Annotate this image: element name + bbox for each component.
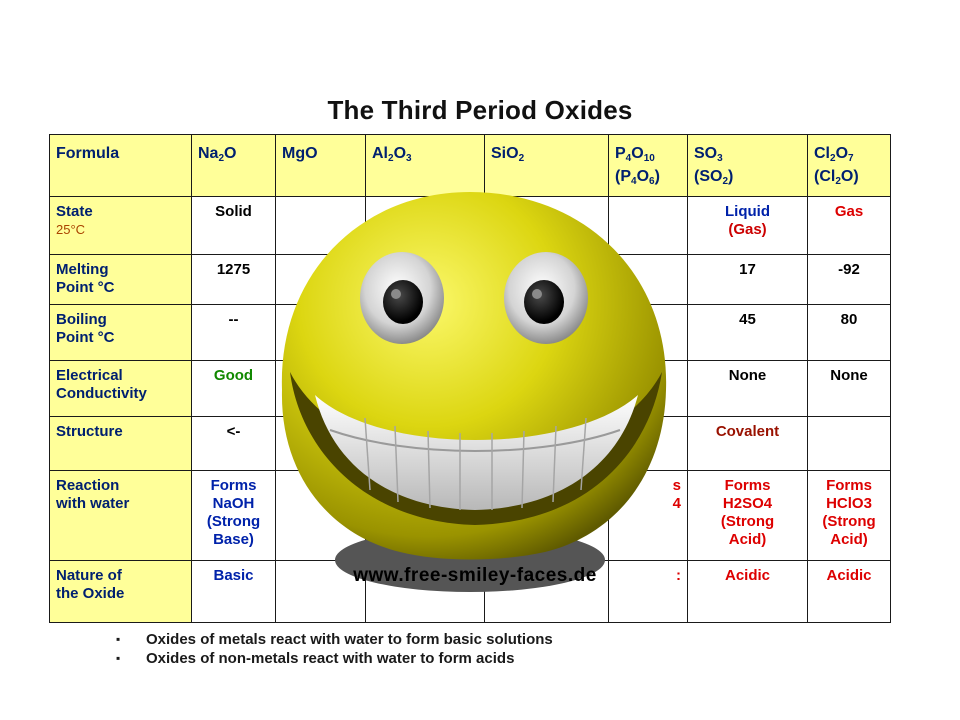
formula-subscript: 2 — [722, 176, 729, 187]
formula-text: O — [631, 145, 644, 162]
table-cell — [688, 417, 808, 471]
table-cell — [192, 305, 276, 361]
row-label-text: Melting — [56, 261, 109, 278]
table-cell — [808, 361, 891, 417]
cell-text: (Strong — [206, 513, 261, 530]
cell-text: Acid) — [728, 531, 767, 548]
formula-text: O — [835, 145, 849, 162]
row-label-text: Conductivity — [56, 385, 147, 402]
cell-text: Solid — [215, 203, 252, 220]
formula-text: O) — [840, 168, 859, 185]
formula-subscript: 3 — [406, 153, 412, 164]
header-cell — [688, 135, 808, 197]
header-label-text: Formula — [56, 145, 120, 162]
row-label — [50, 561, 192, 623]
cell-text: 45 — [739, 311, 756, 328]
cell-text: H2SO4 — [722, 495, 773, 512]
cell-text: 1275 — [216, 261, 251, 278]
formula-text: Na — [198, 145, 219, 162]
cell-text: NaOH — [212, 495, 255, 512]
formula-text: O — [224, 145, 237, 162]
formula-subscript: 10 — [643, 153, 655, 164]
table-cell — [688, 561, 808, 623]
cell-text: <- — [226, 423, 241, 440]
row-label-text: Boiling — [56, 311, 107, 328]
row-label — [50, 471, 192, 561]
formula-subscript: 2 — [218, 153, 225, 164]
row-label — [50, 197, 192, 255]
table-cell — [688, 255, 808, 305]
cell-text: Good — [213, 367, 254, 384]
row-label-text: Point °C — [56, 279, 115, 296]
formula-text: (SO — [694, 168, 723, 185]
row-label-text: Reaction — [56, 477, 120, 494]
cell-text: : — [676, 567, 681, 584]
formula-text: Cl — [814, 145, 830, 162]
table-cell — [688, 361, 808, 417]
cell-text: -92 — [838, 261, 860, 278]
formula-text: SiO — [491, 145, 519, 162]
row-label-text: the Oxide — [56, 585, 125, 602]
formula-text: P — [615, 145, 626, 162]
formula-text: ) — [728, 168, 734, 185]
table-cell — [808, 561, 891, 623]
formula-subscript: 3 — [717, 153, 723, 164]
cell-text: Forms — [826, 477, 872, 494]
row-label-text: Point °C — [56, 329, 115, 346]
cell-text: Acidic — [826, 567, 872, 584]
cell-text: 17 — [739, 261, 756, 278]
cell-text: Liquid — [725, 203, 770, 220]
cell-text: 80 — [840, 311, 858, 328]
header-cell — [366, 135, 485, 197]
header-cell — [609, 135, 688, 197]
formula-subscript: 6 — [649, 176, 655, 187]
row-label — [50, 305, 192, 361]
table-cell — [808, 255, 891, 305]
row-label-text: Electrical — [56, 367, 123, 384]
smiley-watermark-url[interactable]: www.free-smiley-faces.de — [353, 565, 597, 586]
cell-text: HClO3 — [826, 495, 872, 512]
formula-subscript: 4 — [625, 153, 632, 164]
formula-subscript: 7 — [848, 153, 854, 164]
cell-text: Acidic — [724, 567, 770, 584]
page-title: The Third Period Oxides — [327, 95, 633, 125]
formula-text: MgO — [282, 145, 318, 162]
formula-text: Al — [372, 145, 388, 162]
row-label-text: State — [56, 203, 93, 220]
table-cell — [688, 471, 808, 561]
bullet-list — [116, 630, 553, 668]
table-cell — [192, 255, 276, 305]
row-label — [50, 361, 192, 417]
formula-text: (Cl — [814, 168, 836, 185]
cell-text: Gas — [834, 203, 864, 220]
header-cell — [192, 135, 276, 197]
table-cell — [192, 561, 276, 623]
cell-text: s — [672, 477, 681, 494]
table-cell — [808, 417, 891, 471]
formula-subscript: 2 — [835, 176, 841, 187]
table-cell — [808, 305, 891, 361]
formula-text: O — [393, 145, 407, 162]
table-cell — [192, 197, 276, 255]
smiley-face-image — [270, 190, 680, 600]
table-cell — [688, 305, 808, 361]
row-label-extra: 25°C — [56, 222, 86, 237]
formula-text: (P — [615, 168, 631, 185]
cell-text: 4 — [672, 495, 681, 512]
header-label — [50, 135, 192, 197]
header-cell — [485, 135, 609, 197]
row-label-text: Nature of — [56, 567, 122, 584]
cell-subtext: (Gas) — [728, 221, 767, 238]
cell-text: (Strong — [822, 513, 876, 530]
cell-text: Base) — [213, 531, 254, 548]
formula-text: O — [636, 168, 650, 185]
cell-text: Forms — [210, 477, 257, 494]
formula-text: SO — [694, 145, 718, 162]
cell-text: Covalent — [715, 423, 780, 440]
formula-subscript: 2 — [388, 153, 394, 164]
cell-text: None — [728, 367, 767, 384]
cell-text: (Strong — [720, 513, 775, 530]
formula-subscript: 2 — [518, 153, 525, 164]
bullet-item: ▪ Oxides of non-metals react with water to form acids — [116, 649, 553, 668]
header-cell — [276, 135, 366, 197]
row-label — [50, 255, 192, 305]
bullet-item: ▪ Oxides of metals react with water to form basic solutions — [116, 630, 553, 649]
table-cell — [808, 197, 891, 255]
table-cell — [192, 417, 276, 471]
row-label-text: Structure — [56, 423, 123, 440]
table-cell — [192, 471, 276, 561]
table-cell — [808, 471, 891, 561]
formula-text: ) — [654, 168, 660, 185]
table-cell — [192, 361, 276, 417]
cell-text: Basic — [213, 567, 254, 584]
table-cell — [688, 197, 808, 255]
formula-subscript: 4 — [631, 176, 637, 187]
cell-text: Forms — [724, 477, 771, 494]
cell-text: -- — [228, 311, 239, 328]
cell-text: None — [830, 367, 868, 384]
formula-subscript: 2 — [830, 153, 836, 164]
header-cell — [808, 135, 891, 197]
table-header-row — [50, 135, 891, 197]
cell-text: Acid) — [830, 531, 868, 548]
row-label-text: with water — [56, 495, 130, 512]
row-label — [50, 417, 192, 471]
